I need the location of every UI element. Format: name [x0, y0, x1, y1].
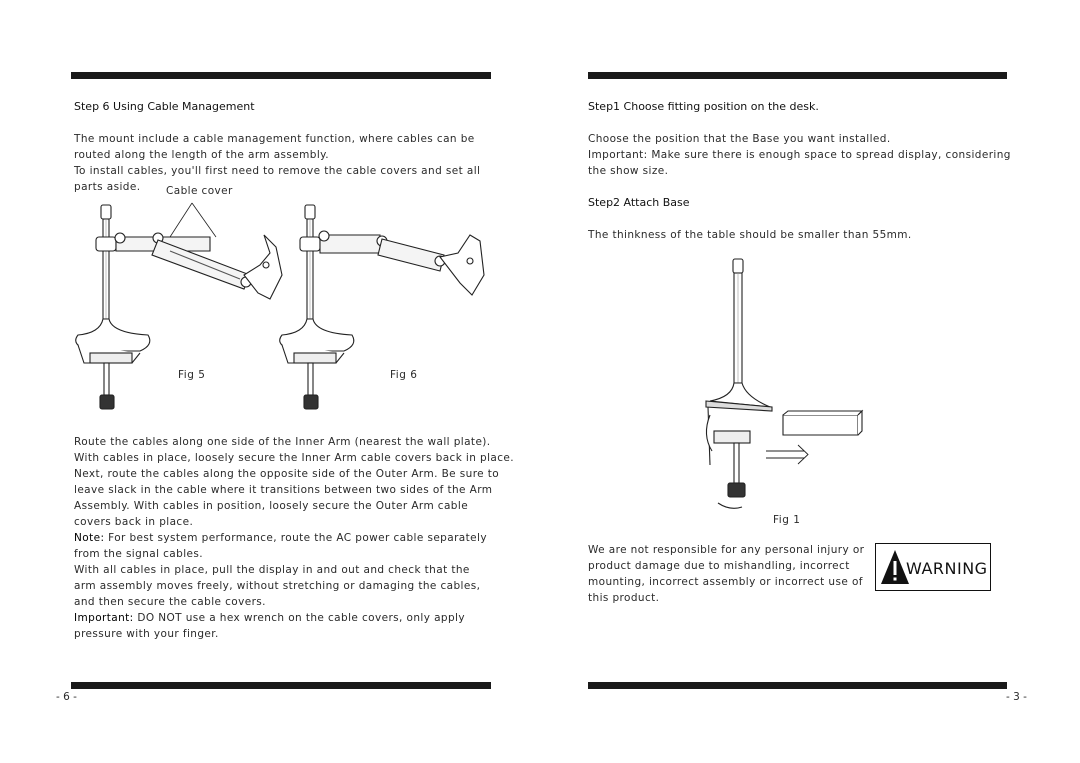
step1-line-1: Choose the position that the Base you want installed.: [588, 133, 891, 145]
disclaimer-line-1: We are not responsible for any personal injury or: [588, 544, 865, 556]
fig5-caption: Fig 5: [178, 369, 206, 381]
step1-line-3: the show size.: [588, 165, 669, 177]
step6-heading: Step 6 Using Cable Management: [74, 100, 255, 113]
important-line-1: [74, 610, 465, 626]
body-line-6: covers back in place.: [74, 516, 194, 528]
warning-label: WARNING: [906, 559, 988, 578]
body-line-5: Assembly. With cables in position, loosely secure the Outer Arm cable: [74, 500, 469, 512]
step1-line-2: Important: Make sure there is enough space to spread display, considering: [588, 149, 1011, 161]
body-line-4: leave slack in the cable where it transitions between two sides of the Arm: [74, 484, 493, 496]
important-label: Important:: [74, 612, 134, 624]
step2-heading: Step2 Attach Base: [588, 196, 690, 209]
right-top-rule: [588, 72, 1007, 79]
important-line-2: pressure with your finger.: [74, 628, 219, 640]
intro-line-4: parts aside.: [74, 181, 141, 193]
note-label: Note:: [74, 532, 105, 544]
disclaimer-line-4: this product.: [588, 592, 660, 604]
fig1-illustration: [690, 255, 920, 520]
after-note-line-1: With all cables in place, pull the display in and out and check that the: [74, 564, 470, 576]
step2-line: The thinkness of the table should be smaller than 55mm.: [588, 229, 912, 241]
left-bottom-rule: [71, 682, 491, 689]
important-text-1: DO NOT use a hex wrench on the cable covers, only apply: [133, 612, 465, 624]
fig6-mount: [280, 205, 484, 409]
after-note-line-2: arm assembly moves freely, without stretching or damaging the cables,: [74, 580, 481, 592]
fig1-caption: Fig 1: [773, 514, 801, 526]
left-page-number: - 6 -: [56, 691, 77, 703]
fig5-fig6-illustration: [60, 195, 500, 420]
after-note-line-3: and then secure the cable covers.: [74, 596, 266, 608]
cable-cover-callout: Cable cover: [166, 185, 233, 197]
intro-line-3: To install cables, you'll first need to remove the cable covers and set all: [74, 165, 481, 177]
body-line-1: Route the cables along one side of the Inner Arm (nearest the wall plate).: [74, 436, 491, 448]
right-bottom-rule: [588, 682, 1007, 689]
body-line-3: Next, route the cables along the opposite side of the Outer Arm. Be sure to: [74, 468, 500, 480]
right-page-number: - 3 -: [1006, 691, 1027, 703]
disclaimer-line-2: product damage due to mishandling, incorrect: [588, 560, 850, 572]
intro-line-1: The mount include a cable management function, where cables can be: [74, 133, 475, 145]
disclaimer-line-3: mounting, incorrect assembly or incorrect use of: [588, 576, 863, 588]
intro-line-2: routed along the length of the arm assembly.: [74, 149, 330, 161]
note-line-1: [74, 530, 487, 546]
step1-heading: Step1 Choose fitting position on the desk.: [588, 100, 819, 113]
note-line-2: from the signal cables.: [74, 548, 203, 560]
warning-box: [875, 543, 991, 591]
fig6-caption: Fig 6: [390, 369, 418, 381]
left-top-rule: [71, 72, 491, 79]
note-text-1: For best system performance, route the AC power cable separately: [104, 532, 487, 544]
body-line-2: With cables in place, loosely secure the Inner Arm cable covers back in place.: [74, 452, 515, 464]
